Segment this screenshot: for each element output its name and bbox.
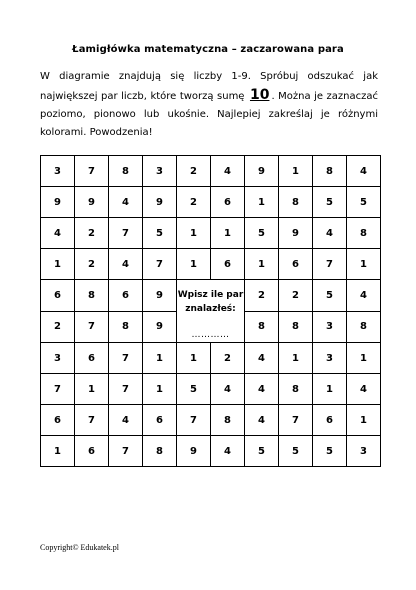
grid-cell[interactable]: 5 [313, 436, 347, 467]
grid-cell[interactable]: 7 [109, 374, 143, 405]
number-grid [40, 155, 381, 467]
grid-cell[interactable]: 7 [41, 374, 75, 405]
grid-cell[interactable]: 5 [347, 187, 381, 218]
instructions-text-2: . Można je zaznaczać poziomo, pionowo lub ukośnie. Najlepiej zakreślaj je różnymi kolorami. Powodzenia! [40, 91, 378, 138]
grid-row [41, 156, 381, 187]
grid-row [41, 374, 381, 405]
grid-cell[interactable]: 5 [245, 218, 279, 249]
grid-cell[interactable]: 9 [177, 436, 211, 467]
grid-cell[interactable]: 8 [279, 311, 313, 343]
grid-cell[interactable]: 7 [279, 405, 313, 436]
grid-cell[interactable]: 2 [177, 187, 211, 218]
grid-cell[interactable]: 5 [313, 187, 347, 218]
grid-cell[interactable]: 6 [75, 343, 109, 374]
grid-cell[interactable]: 8 [143, 436, 177, 467]
grid-cell[interactable]: 3 [313, 343, 347, 374]
grid-cell[interactable]: 4 [347, 280, 381, 312]
grid-cell[interactable]: 1 [347, 405, 381, 436]
grid-cell[interactable]: 5 [245, 436, 279, 467]
grid-row [41, 218, 381, 249]
grid-cell[interactable]: 1 [211, 218, 245, 249]
grid-cell[interactable]: 4 [245, 405, 279, 436]
grid-cell[interactable]: 7 [75, 405, 109, 436]
grid-cell[interactable]: 1 [41, 436, 75, 467]
grid-cell[interactable]: 4 [211, 436, 245, 467]
grid-cell[interactable]: 8 [245, 311, 279, 343]
grid-cell[interactable]: 5 [279, 436, 313, 467]
grid-cell[interactable]: 9 [143, 187, 177, 218]
grid-cell[interactable]: 6 [211, 249, 245, 280]
instructions [40, 68, 378, 142]
grid-row [41, 280, 381, 312]
grid-cell[interactable]: 1 [143, 374, 177, 405]
grid-cell[interactable]: 2 [245, 280, 279, 312]
grid-cell[interactable]: 9 [41, 187, 75, 218]
grid-cell[interactable]: 8 [109, 311, 143, 343]
grid-cell[interactable]: 2 [75, 218, 109, 249]
grid-cell[interactable]: 8 [109, 156, 143, 187]
instructions-text-1: W diagramie znajdują się liczby 1-9. Spróbuj odszukać jak największej par liczb, które tworzą sumę [40, 71, 378, 102]
grid-cell[interactable]: 3 [347, 436, 381, 467]
grid-cell[interactable]: 4 [211, 374, 245, 405]
grid-cell[interactable]: 4 [211, 156, 245, 187]
grid-row [41, 343, 381, 374]
grid-cell[interactable]: 9 [143, 311, 177, 343]
grid-cell[interactable]: 2 [177, 156, 211, 187]
grid-row [41, 249, 381, 280]
grid-cell[interactable]: 9 [245, 156, 279, 187]
grid-cell[interactable]: 4 [41, 218, 75, 249]
grid-cell[interactable]: 1 [347, 249, 381, 280]
grid-cell[interactable]: 7 [75, 156, 109, 187]
grid-cell[interactable]: 2 [41, 311, 75, 343]
grid-cell[interactable]: 1 [279, 343, 313, 374]
grid-cell[interactable]: 1 [75, 374, 109, 405]
grid-cell[interactable]: 4 [347, 374, 381, 405]
grid-cell[interactable]: 4 [245, 374, 279, 405]
grid-cell[interactable]: 3 [41, 343, 75, 374]
answer-blank[interactable]: ………… [191, 330, 230, 340]
grid-row [41, 187, 381, 218]
grid-cell[interactable]: 1 [177, 343, 211, 374]
grid-cell[interactable]: 5 [143, 218, 177, 249]
grid-cell[interactable]: 2 [279, 280, 313, 312]
grid-cell[interactable]: 6 [109, 280, 143, 312]
grid-cell[interactable]: 3 [41, 156, 75, 187]
answer-box-label-2: znalazłeś: [185, 304, 236, 314]
grid-cell[interactable]: 6 [75, 436, 109, 467]
grid-cell[interactable]: 8 [347, 218, 381, 249]
grid-cell[interactable]: 1 [347, 343, 381, 374]
grid-cell[interactable]: 1 [143, 343, 177, 374]
grid-cell[interactable]: 6 [143, 405, 177, 436]
answer-box-label-1: Wpisz ile par [177, 290, 244, 300]
grid-cell[interactable]: 3 [143, 156, 177, 187]
grid-cell[interactable]: 5 [177, 374, 211, 405]
target-sum: 10 [249, 87, 270, 103]
grid-cell[interactable]: 7 [109, 436, 143, 467]
grid-cell[interactable]: 6 [279, 249, 313, 280]
grid-cell[interactable]: 8 [211, 405, 245, 436]
grid-cell[interactable]: 7 [109, 218, 143, 249]
grid-cell[interactable]: 8 [75, 280, 109, 312]
grid-cell[interactable]: 6 [41, 405, 75, 436]
grid-cell[interactable]: 8 [347, 311, 381, 343]
grid-cell[interactable]: 1 [279, 156, 313, 187]
grid-cell[interactable]: 7 [143, 249, 177, 280]
grid-cell[interactable]: 6 [313, 405, 347, 436]
grid-cell[interactable]: 2 [211, 343, 245, 374]
grid-cell[interactable]: 9 [75, 187, 109, 218]
grid-cell[interactable]: 3 [313, 311, 347, 343]
grid-cell[interactable]: 4 [313, 218, 347, 249]
grid-cell[interactable]: 2 [75, 249, 109, 280]
grid-cell[interactable]: 4 [245, 343, 279, 374]
grid-row [41, 405, 381, 436]
grid-cell[interactable]: 7 [313, 249, 347, 280]
grid-cell[interactable]: 1 [245, 249, 279, 280]
grid-cell[interactable]: 5 [313, 280, 347, 312]
grid-cell[interactable]: 7 [75, 311, 109, 343]
grid-cell[interactable]: 7 [109, 343, 143, 374]
grid-cell[interactable]: 1 [245, 187, 279, 218]
answer-box[interactable] [177, 280, 245, 343]
grid-cell[interactable]: 7 [177, 405, 211, 436]
grid-cell[interactable]: 8 [279, 374, 313, 405]
grid-cell[interactable]: 1 [41, 249, 75, 280]
grid-cell[interactable]: 4 [109, 187, 143, 218]
grid-cell[interactable]: 9 [143, 280, 177, 312]
grid-cell[interactable]: 1 [177, 249, 211, 280]
grid-cell[interactable]: 1 [313, 374, 347, 405]
grid-row [41, 436, 381, 467]
grid-cell[interactable]: 4 [109, 405, 143, 436]
grid-cell[interactable]: 4 [347, 156, 381, 187]
grid-cell[interactable]: 4 [109, 249, 143, 280]
grid-cell[interactable]: 1 [177, 218, 211, 249]
grid-cell[interactable]: 6 [41, 280, 75, 312]
grid-cell[interactable]: 9 [279, 218, 313, 249]
worksheet-title: Łamigłówka matematyczna – zaczarowana para [72, 44, 344, 55]
grid-cell[interactable]: 8 [313, 156, 347, 187]
grid-cell[interactable]: 8 [279, 187, 313, 218]
grid-cell[interactable]: 6 [211, 187, 245, 218]
copyright-notice: Copyright© Edukatek.pl [40, 543, 119, 552]
